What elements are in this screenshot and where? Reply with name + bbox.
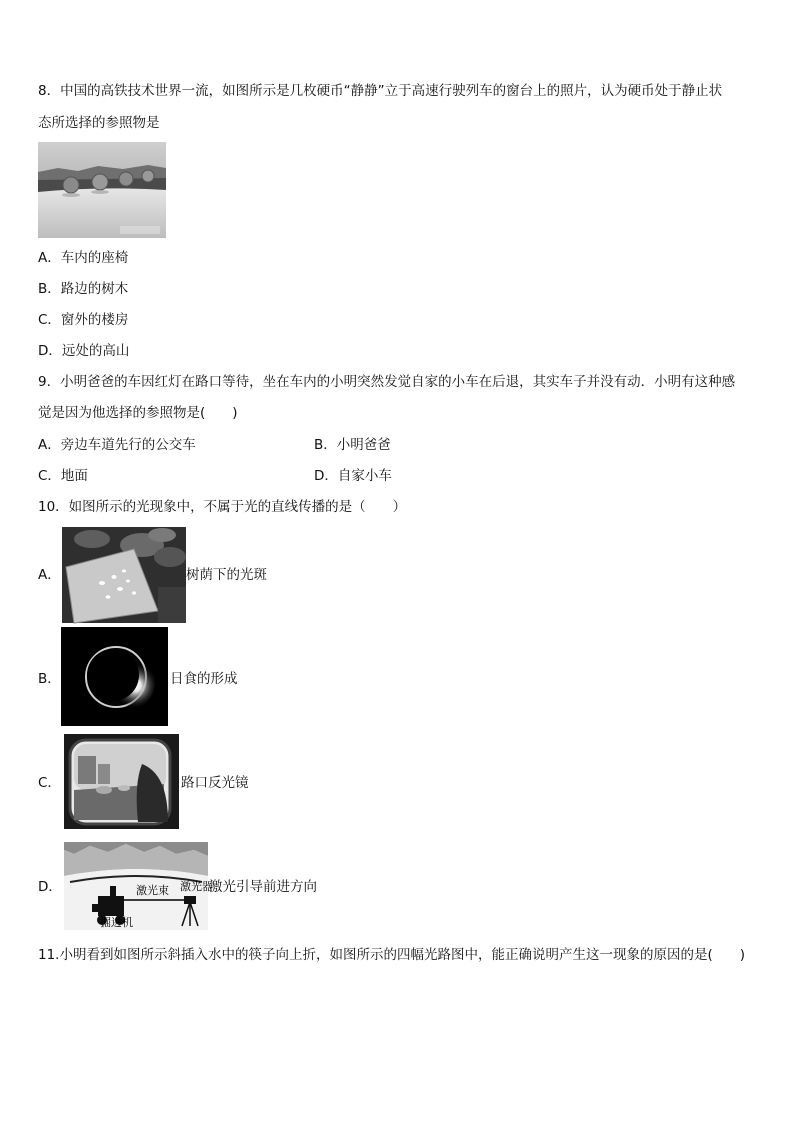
d-label-laser: 激光器 xyxy=(180,880,213,893)
q8-coins-photo xyxy=(38,142,166,238)
q10-option-c-letter: C． xyxy=(38,775,61,791)
q11-stem: 11.小明看到如图所示斜插入水中的筷子向上折，如图所示的四幅光路图中，能正确说明产生这一现象的原因的是( ) xyxy=(38,947,746,963)
q8-option-c: C．窗外的楼房 xyxy=(38,312,129,328)
q10-option-a-image xyxy=(62,527,186,623)
q8-option-d: D．远处的高山 xyxy=(38,343,130,359)
q8-option-a: A．车内的座椅 xyxy=(38,250,129,266)
q10-option-c-image xyxy=(64,734,179,829)
q8-stem-line2: 态所选择的参照物是 xyxy=(38,115,160,131)
q9-option-d: D．自家小车 xyxy=(314,468,392,484)
q10-option-d-caption: 激光引导前进方向 xyxy=(209,879,317,895)
q8-option-b: B．路边的树木 xyxy=(38,281,129,297)
q10-option-c-caption: 路口反光镜 xyxy=(181,775,249,791)
q9-option-c: C．地面 xyxy=(38,468,88,484)
q10-option-b-image xyxy=(61,627,168,726)
q10-option-d-diagram xyxy=(64,842,213,930)
q9-option-a: A．旁边车道先行的公交车 xyxy=(38,437,196,453)
d-label-machine: 掘进机 xyxy=(100,916,133,929)
q8-stem-line1: 8．中国的高铁技术世界一流，如图所示是几枚硬币“静静”立于高速行驶列车的窗台上的照片，认为硬币处于静止状 xyxy=(38,83,723,99)
q9-stem-line1: 9．小明爸爸的车因红灯在路口等待，坐在车内的小明突然发觉自家的小车在后退，其实车子并没有动．小明有这种感 xyxy=(38,374,736,390)
q9-stem-line2: 觉是因为他选择的参照物是( ) xyxy=(38,405,238,421)
q10-option-b-letter: B． xyxy=(38,671,61,687)
q9-option-b: B．小明爸爸 xyxy=(314,437,391,453)
q10-stem: 10．如图所示的光现象中，不属于光的直线传播的是（ ） xyxy=(38,499,407,515)
q10-option-b-caption: 日食的形成 xyxy=(170,671,238,687)
q10-option-a-caption: 树荫下的光斑 xyxy=(186,567,267,583)
q10-option-d-letter: D． xyxy=(38,879,62,895)
d-label-beam: 激光束 xyxy=(136,884,169,897)
q10-option-a-letter: A． xyxy=(38,567,61,583)
